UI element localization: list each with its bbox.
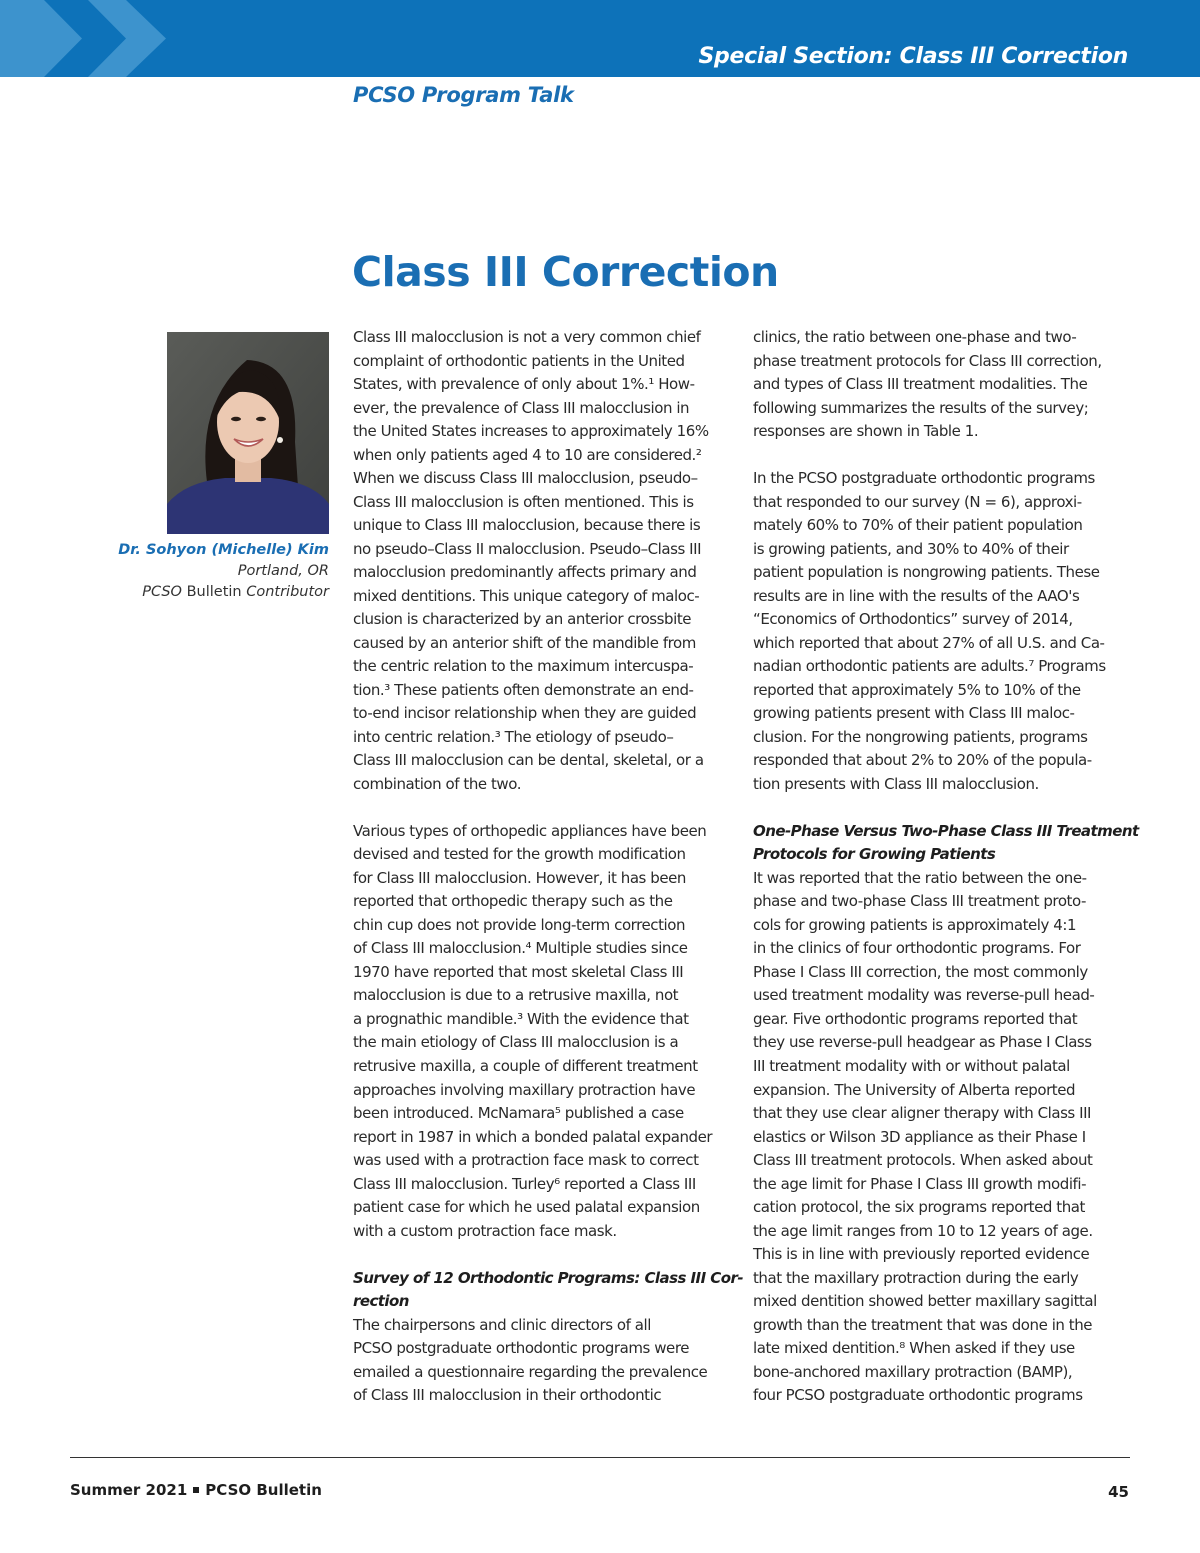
body-text-line: 1970 have reported that most skeletal Class III xyxy=(353,962,684,981)
body-text-line: which reported that about 27% of all U.S. and Ca- xyxy=(753,633,1105,652)
body-text-line: tion presents with Class III malocclusion. xyxy=(753,774,1039,793)
author-byline xyxy=(118,540,329,603)
body-text-line: cation protocol, the six programs reported that xyxy=(753,1198,1085,1217)
body-column-right xyxy=(753,326,1139,1408)
body-text-line: In the PCSO postgraduate orthodontic programs xyxy=(753,469,1095,488)
body-text-line: report in 1987 in which a bonded palatal expander xyxy=(353,1127,713,1146)
body-text-line: that responded to our survey (N = 6), approxi- xyxy=(753,492,1082,511)
body-column-left xyxy=(353,326,744,1408)
body-text-line: patient population is nongrowing patients. These xyxy=(753,563,1100,582)
body-text-line: responses are shown in Table 1. xyxy=(753,422,979,441)
body-text-line: is growing patients, and 30% to 40% of their xyxy=(753,539,1069,558)
body-text-line: malocclusion is due to a retrusive maxilla, not xyxy=(353,986,679,1005)
paragraph-gap xyxy=(753,444,1135,468)
body-text-line: when only patients aged 4 to 10 are considered.² xyxy=(353,445,702,464)
body-text-line: nadian orthodontic patients are adults.⁷ Programs xyxy=(753,657,1106,676)
subheading-line: One-Phase Versus Two-Phase Class III Treatment xyxy=(753,821,1139,840)
body-text-line: mately 60% to 70% of their patient population xyxy=(753,516,1083,535)
body-text-line: of Class III malocclusion.⁴ Multiple studies since xyxy=(353,939,688,958)
body-text-line: combination of the two. xyxy=(353,774,522,793)
body-text-line: Class III treatment protocols. When asked about xyxy=(753,1151,1093,1170)
body-text-line: following summarizes the results of the survey; xyxy=(753,398,1089,417)
body-text-line: Class III malocclusion is not a very common chief xyxy=(353,328,701,346)
body-text-line: of Class III malocclusion in their orthodontic xyxy=(353,1386,662,1405)
program-talk-label: PCSO Program Talk xyxy=(353,83,574,107)
body-text-line: Class III malocclusion can be dental, skeletal, or a xyxy=(353,751,704,770)
body-text-line: devised and tested for the growth modification xyxy=(353,845,686,864)
body-text-line: Phase I Class III correction, the most commonly xyxy=(753,962,1088,981)
body-text-line: It was reported that the ratio between the one- xyxy=(753,868,1087,887)
body-text-line: results are in line with the results of the AAO's xyxy=(753,586,1080,605)
body-text-line: States, with prevalence of only about 1%.¹ How- xyxy=(353,375,695,394)
body-text-line: patient case for which he used palatal expansion xyxy=(353,1198,700,1217)
body-text-line: caused by an anterior shift of the mandible from xyxy=(353,633,696,652)
body-text-line: The chairpersons and clinic directors of all xyxy=(353,1315,651,1334)
body-text-line: the age limit ranges from 10 to 12 years of age. xyxy=(753,1221,1093,1240)
double-chevron-icon xyxy=(0,0,190,77)
body-text-line: gear. Five orthodontic programs reported that xyxy=(753,1009,1078,1028)
author-role xyxy=(118,582,329,603)
role-contributor: Contributor xyxy=(246,584,329,600)
body-text-line: “Economics of Orthodontics” survey of 2014, xyxy=(753,610,1073,629)
body-text-line: used treatment modality was reverse-pull head- xyxy=(753,986,1095,1005)
footer-publication: PCSO Bulletin xyxy=(205,1481,322,1499)
body-text-line: ever, the prevalence of Class III malocclusion in xyxy=(353,398,690,417)
role-publication: PCSO xyxy=(142,584,182,600)
footer-issue: Summer 2021 xyxy=(70,1481,188,1499)
body-text-line: chin cup does not provide long-term correction xyxy=(353,915,686,934)
body-text-line: the main etiology of Class III malocclusion is a xyxy=(353,1033,679,1052)
body-text-line: the centric relation to the maximum intercuspa- xyxy=(353,657,694,676)
section-title: Special Section: Class III Correction xyxy=(698,44,1128,69)
body-text-line: reported that approximately 5% to 10% of the xyxy=(753,680,1081,699)
body-text-line: growth than the treatment that was done in the xyxy=(753,1315,1093,1334)
body-text-line: reported that orthopedic therapy such as the xyxy=(353,892,673,911)
body-text-line: unique to Class III malocclusion, because there is xyxy=(353,516,701,535)
body-text-line: clusion. For the nongrowing patients, programs xyxy=(753,727,1088,746)
body-text-line: bone-anchored maxillary protraction (BAMP), xyxy=(753,1362,1073,1381)
body-text-line: When we discuss Class III malocclusion, pseudo– xyxy=(353,469,698,488)
body-text-line: This is in line with previously reported evidence xyxy=(753,1245,1090,1264)
body-text-line: elastics or Wilson 3D appliance as their Phase I xyxy=(753,1127,1086,1146)
header-band xyxy=(0,0,1200,77)
body-text-line: phase and two-phase Class III treatment proto- xyxy=(753,892,1086,911)
body-text-line: malocclusion predominantly affects primary and xyxy=(353,563,697,582)
body-text-line: emailed a questionnaire regarding the prevalence xyxy=(353,1362,708,1381)
author-photo xyxy=(167,332,329,534)
page-number: 45 xyxy=(1108,1483,1129,1501)
body-text-line: that they use clear aligner therapy with Class III xyxy=(753,1104,1092,1123)
body-text-line: expansion. The University of Alberta reported xyxy=(753,1080,1076,1099)
body-text-line: was used with a protraction face mask to correct xyxy=(353,1151,699,1170)
body-text-line: Class III malocclusion. Turley⁶ reported a Class III xyxy=(353,1174,696,1193)
role-bulletin: Bulletin xyxy=(186,584,242,600)
body-text-line: the United States increases to approximately 16% xyxy=(353,422,709,441)
body-text-line: with a custom protraction face mask. xyxy=(353,1221,617,1240)
square-bullet-icon xyxy=(193,1487,199,1493)
footer-issue-line xyxy=(70,1481,322,1499)
subheading-line: Survey of 12 Orthodontic Programs: Class III Cor- xyxy=(353,1268,744,1287)
body-text-line: III treatment modality with or without palatal xyxy=(753,1056,1070,1075)
body-text-line: to-end incisor relationship when they are guided xyxy=(353,704,697,723)
footer-rule xyxy=(70,1457,1130,1458)
body-text-line: phase treatment protocols for Class III correction, xyxy=(753,351,1102,370)
body-text-line: the age limit for Phase I Class III growth modifi- xyxy=(753,1174,1087,1193)
subheading-line: rection xyxy=(353,1292,409,1311)
body-text-line: retrusive maxilla, a couple of different treatment xyxy=(353,1056,698,1075)
body-text-line: PCSO postgraduate orthodontic programs were xyxy=(353,1339,689,1358)
body-text-line: in the clinics of four orthodontic programs. For xyxy=(753,939,1081,958)
body-text-line: that the maxillary protraction during the early xyxy=(753,1268,1079,1287)
body-text-line: Class III malocclusion is often mentioned. This is xyxy=(353,492,694,511)
body-text-line: they use reverse-pull headgear as Phase I Class xyxy=(753,1033,1092,1052)
body-text-line: growing patients present with Class III maloc- xyxy=(753,704,1075,723)
paragraph-gap xyxy=(353,1243,735,1267)
body-text-line: approaches involving maxillary protraction have xyxy=(353,1080,696,1099)
body-text-line: complaint of orthodontic patients in the United xyxy=(353,351,685,370)
body-text-line: responded that about 2% to 20% of the popula- xyxy=(753,751,1092,770)
paragraph-gap xyxy=(353,796,735,820)
body-text-line: for Class III malocclusion. However, it has been xyxy=(353,868,686,887)
body-text-line: four PCSO postgraduate orthodontic programs xyxy=(753,1386,1083,1405)
author-location: Portland, OR xyxy=(237,563,329,579)
body-text-line: tion.³ These patients often demonstrate an end- xyxy=(353,680,694,699)
article-title: Class III Correction xyxy=(352,248,779,296)
body-text-line: and types of Class III treatment modalities. The xyxy=(753,375,1088,394)
body-text-line: mixed dentition showed better maxillary sagittal xyxy=(753,1292,1097,1311)
body-text-line: clusion is characterized by an anterior crossbite xyxy=(353,610,692,629)
author-name: Dr. Sohyon (Michelle) Kim xyxy=(118,542,329,558)
body-text-line: a prognathic mandible.³ With the evidence that xyxy=(353,1009,689,1028)
body-text-line: no pseudo–Class II malocclusion. Pseudo–Class III xyxy=(353,539,702,558)
subheading-line: Protocols for Growing Patients xyxy=(753,845,996,864)
body-text-line: mixed dentitions. This unique category of maloc- xyxy=(353,586,700,605)
body-text-line: clinics, the ratio between one-phase and two- xyxy=(753,328,1077,346)
paragraph-gap xyxy=(753,796,1135,820)
body-text-line: into centric relation.³ The etiology of pseudo– xyxy=(353,727,674,746)
body-text-line: late mixed dentition.⁸ When asked if they use xyxy=(753,1339,1075,1358)
body-text-line: been introduced. McNamara⁵ published a case xyxy=(353,1104,684,1123)
body-text-line: Various types of orthopedic appliances have been xyxy=(353,821,707,840)
body-text-line: cols for growing patients is approximately 4:1 xyxy=(753,915,1077,934)
